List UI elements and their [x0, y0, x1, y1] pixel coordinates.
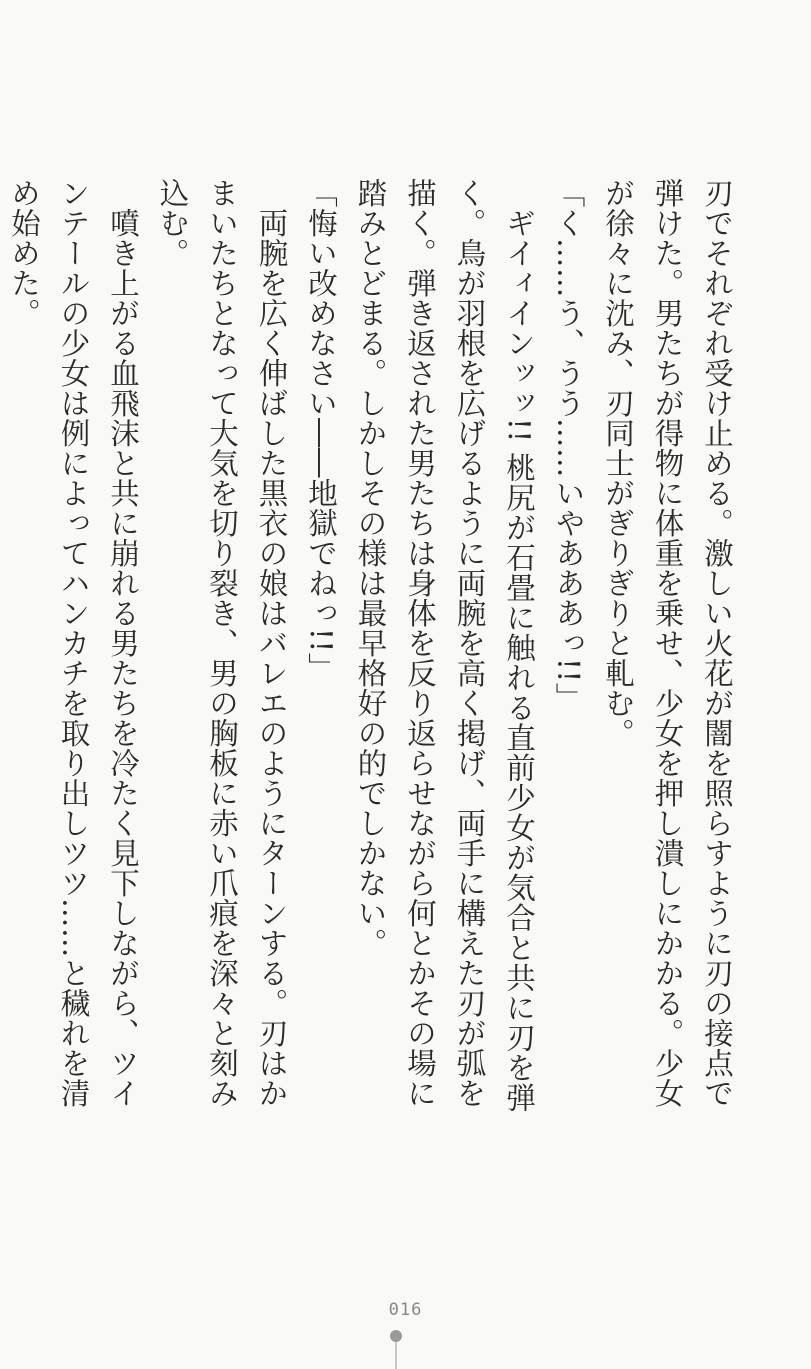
vertical-text-body [7, 178, 741, 1118]
paragraph-5: 両腕を広く伸ばした黒衣の娘はバレエのようにターンする。刃はかまいたちとなって大気を切り裂き、男の胸板に赤い爪痕を深々と刻み込む。 [155, 178, 289, 1108]
paragraph-1: 刃でそれぞれ受け止める。激しい火花が闇を照らすように刃の接点で弾けた。男たちが得物に体重を乗せ、少女を押し潰しにかかる。少女が徐々に沈み、刃同士がぎりぎりと軋む。 [601, 178, 734, 1108]
paragraph-2: 「く……う、うう……いやあああっ!!」 [551, 178, 586, 713]
page-footer [0, 1300, 811, 1320]
page-marker-line [395, 1342, 397, 1369]
paragraph-6: 噴き上がる血飛沫と共に崩れる男たちを冷たく見下しながら、ツインテールの少女は例によってハンカチを取り出しツツ……と穢れを清め始めた。 [7, 178, 140, 1108]
paragraph-3: ギイィインッッ!! 桃尻が石畳に触れる直前少女が気合と共に刃を弾く。鳥が羽根を広げるように両腕を高く掲げ、両手に構えた刃が弧を描く。弾き返された男たちは身体を反り返らせながら何とかその場に踏みとどまる。しかしその様は最早格好の的でしかない。 [353, 178, 536, 1113]
paragraph-4: 「悔い改めなさい――地獄でねっ!!」 [304, 178, 338, 683]
page-number: 016 [388, 1300, 423, 1320]
page-marker-dot-icon [390, 1330, 402, 1342]
